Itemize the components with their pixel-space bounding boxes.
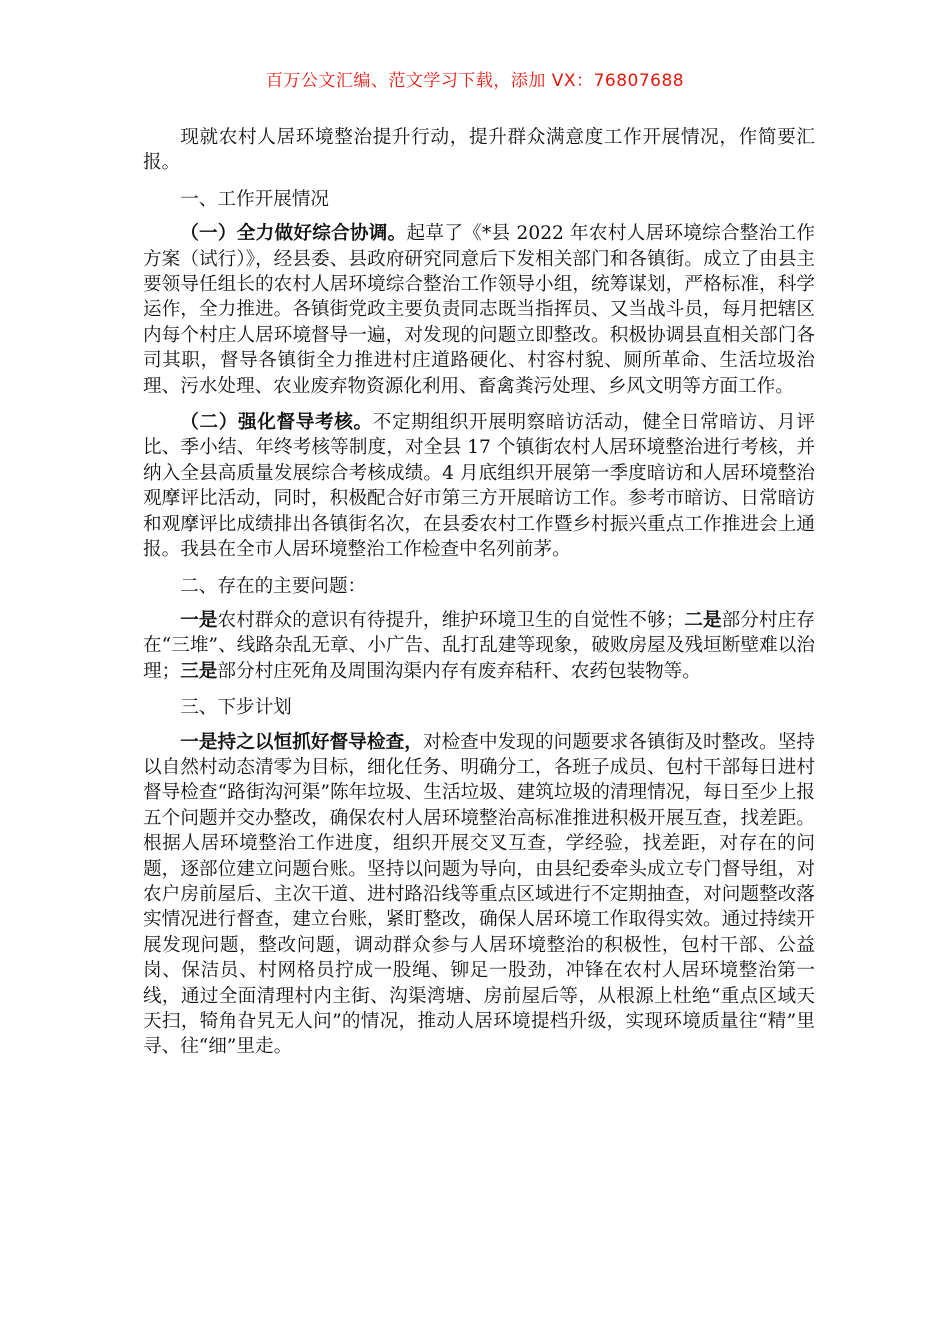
problem-text-1: 农村群众的意识有待提升，维护环境卫生的自觉性不够； — [217, 609, 685, 631]
section-heading-3-text: 三、下步计划 — [180, 697, 292, 719]
document-body — [143, 125, 815, 1071]
paragraph-problems — [143, 608, 815, 684]
problem-lead-2: 二是 — [684, 609, 722, 631]
section-heading-2 — [143, 574, 815, 599]
paragraph-coordination — [143, 221, 815, 399]
paragraph-supervision-body: 不定期组织开展明察暗访活动，健全日常暗访、月评比、季小结、年终考核等制度，对全县 17 个镇街农村人居环境整治进行考核，并纳入全县高质量发展综合考核成绩。4 月底组织开展第一季度暗访和人居环境整治观摩评比活动，同时，积极配合好市第三方开展暗访工作。参考市暗访、日常暗访和观摩评比成绩排出各镇街名次，在县委农村工作暨乡村振兴重点工作推进会上通报。我县在全市人居环境整治工作检查中名列前茅。 — [143, 412, 815, 561]
problem-lead-1: 一是 — [180, 609, 218, 631]
section-heading-1 — [143, 187, 815, 212]
intro-text: 现就农村人居环境整治提升行动，提升群众满意度工作开展情况，作简要汇报。 — [143, 127, 815, 174]
paragraph-supervision-lead: （二）强化督导考核。 — [180, 412, 373, 434]
paragraph-supervision — [143, 410, 815, 562]
paragraph-coordination-lead: （一）全力做好综合协调。 — [180, 223, 407, 245]
intro-paragraph — [143, 125, 815, 176]
paragraph-plan — [143, 730, 815, 1060]
problem-text-3: 部分村庄死角及周围沟渠内存有废弃秸秆、农药包装物等。 — [217, 660, 701, 682]
problem-text-2: 部分村庄存在“三堆”、线路杂乱无章、小广告、乱打乱建等现象，破败房屋及残垣断壁难以治理； — [143, 609, 815, 682]
section-heading-1-text: 一、工作开展情况 — [180, 188, 329, 210]
paragraph-plan-lead: 一是持之以恒抓好督导检查， — [180, 731, 423, 753]
paragraph-coordination-body: 起草了《*县 2022 年农村人居环境综合整治工作方案（试行）》，经县委、县政府研究同意后下发相关部门和各镇街。成立了由县主要领导任组长的农村人居环境综合整治工作领导小组，统筹谋划，严格标准，科学运作，全力推进。各镇街党政主要负责同志既当指挥员、又当战斗员，每月把辖区内每个村庄人居环境督导一遍，对发现的问题立即整改。积极协调县直相关部门各司其职，督导各镇街全力推进村庄道路硬化、村容村貌、厕所革命、生活垃圾治理、污水处理、农业废弃物资源化利用、畜禽粪污处理、乡风文明等方面工作。 — [143, 223, 815, 397]
section-heading-2-text: 二、存在的主要问题： — [180, 575, 367, 597]
watermark-header: 百万公文汇编、范文学习下载，添加 VX：76807688 — [265, 71, 685, 91]
section-heading-3 — [143, 695, 815, 720]
paragraph-plan-body: 对检查中发现的问题要求各镇街及时整改。坚持以自然村动态清零为目标，细化任务、明确分工，各班子成员、包村干部每日进村督导检查“路街沟河渠”陈年垃圾、生活垃圾、建筑垃圾的清理情况，每日至少上报五个问题并交办整改，确保农村人居环境整治高标准推进积极开展互查，找差距。根据人居环境整治工作进度，组织开展交叉互查，学经验，找差距，对存在的问题，逐部位建立问题台账。坚持以问题为导向，由县纪委牵头成立专门督导组，对农户房前屋后、主次干道、进村路沿线等重点区域进行不定期抽查，对问题整改落实情况进行督查，建立台账，紧盯整改，确保人居环境工作取得实效。通过持续开展发现问题，整改问题，调动群众参与人居环境整治的积极性，包村干部、公益岗、保洁员、村网格员拧成一股绳、铆足一股劲，冲锋在农村人居环境整治第一线，通过全面清理村内主街、沟渠湾塘、房前屋后等，从根源上杜绝“重点区域天天扫，犄角旮旯无人问”的情况，推动人居环境提档升级，实现环境质量往“精”里寻、往“细”里走。 — [143, 731, 815, 1058]
problem-lead-3: 三是 — [180, 660, 218, 682]
